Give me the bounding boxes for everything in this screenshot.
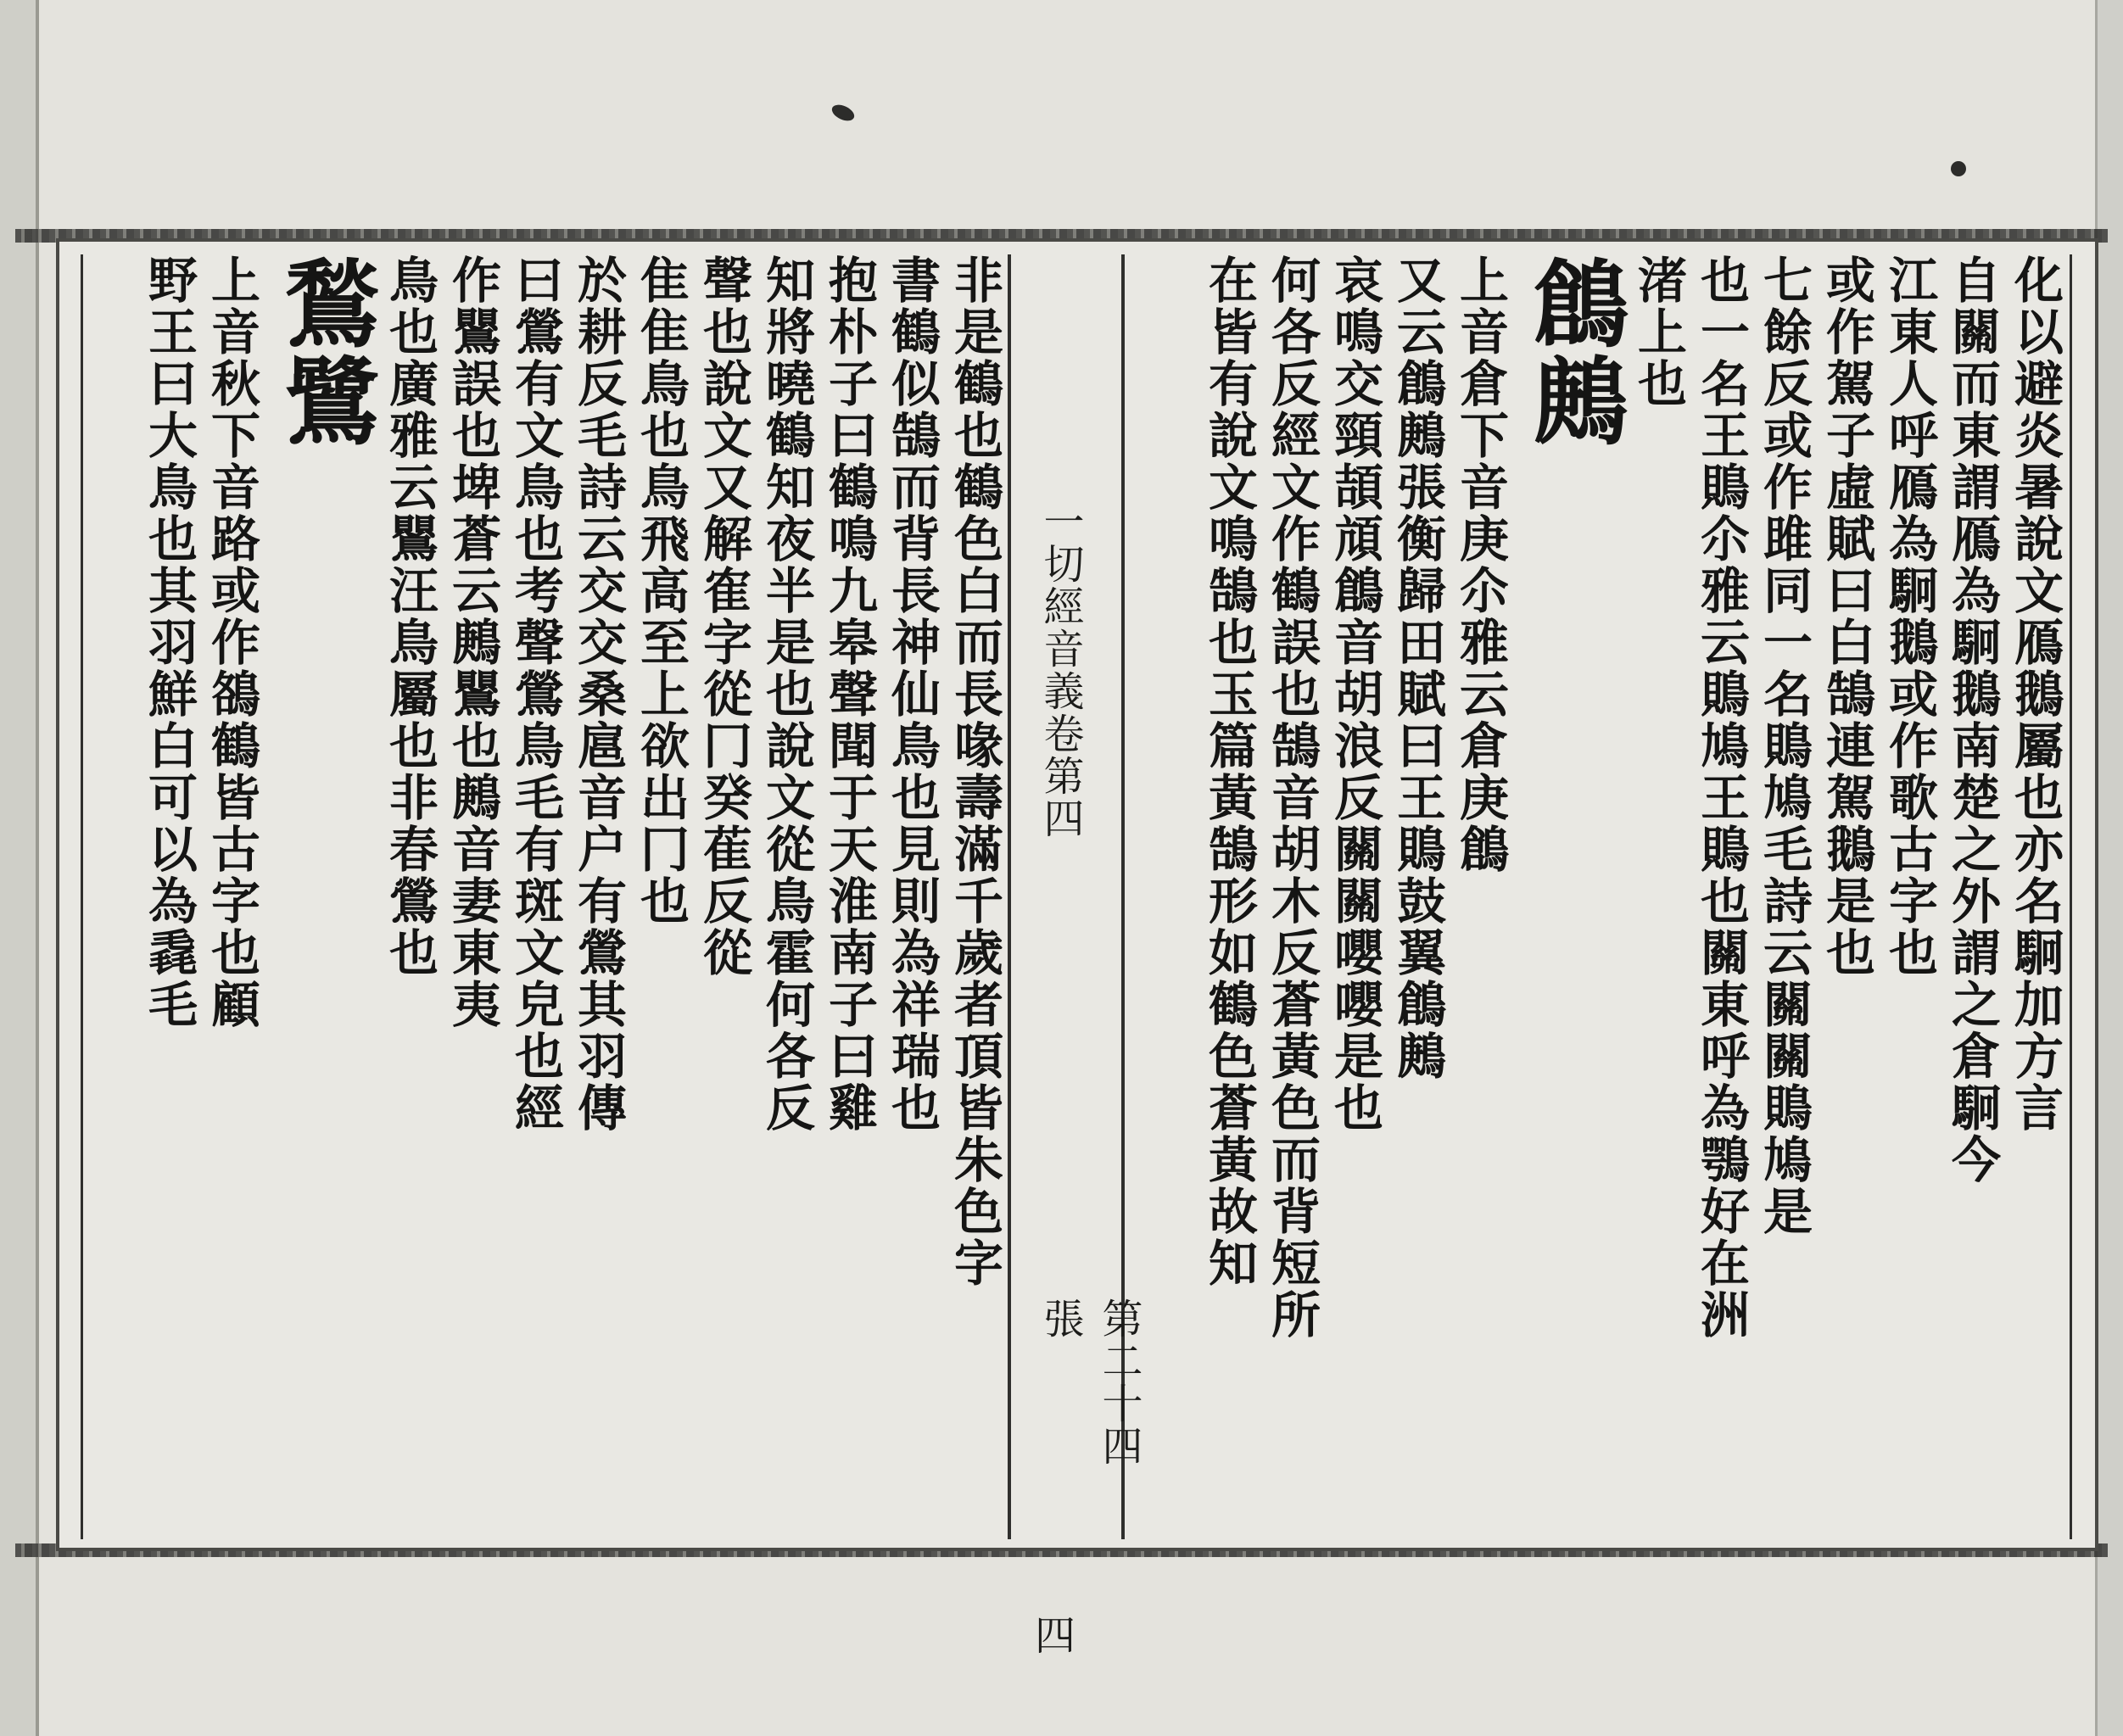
right-spine	[2095, 0, 2123, 1736]
ink-spot	[1951, 161, 1966, 176]
right-column: 又云鶬鶊張衡歸田賦曰王鵙鼓翼鶬鶊	[1388, 254, 1446, 1082]
right-column: 自關而東謂鴈為駉鵝南楚之外謂之倉駉今	[1943, 254, 2001, 1186]
left-page-text	[85, 254, 1001, 1527]
book-title: 一切經音義卷第四	[1036, 500, 1084, 840]
page-label: 第二十四張	[1036, 1298, 1143, 1467]
headword-cangeng: 鶬鶊	[1517, 254, 1629, 449]
right-column: 也一名王鵙尒雅云鵙鳩王鵙也關東呼為鶚好在洲	[1692, 254, 1750, 1341]
right-column: 上音倉下音庚尒雅云倉庚鶬	[1451, 254, 1509, 875]
center-gutter	[1008, 254, 1143, 1660]
top-rule	[15, 229, 2108, 243]
left-column: 聲也說文又解隺字從冂癸萑反從	[695, 254, 752, 979]
headword-qiulu: 鶖鷺	[269, 254, 380, 449]
right-border	[2070, 254, 2072, 1539]
right-column: 江東人呼鴈為駉鵝或作歌古字也	[1880, 254, 1938, 979]
left-column: 抱朴子曰鶴鳴九皋聲聞于天淮南子曰雞	[820, 254, 878, 1134]
binding-edge	[0, 0, 39, 1736]
right-column: 在皆有說文鳴鵠也玉篇黃鵠形如鶴色蒼黃故知	[1200, 254, 1258, 1289]
right-column: 何各反經文作鶴誤也鵠音胡木反蒼黃色而背短所	[1263, 254, 1321, 1341]
left-column: 隹隹鳥也鳥飛高至上欲出冂也	[632, 254, 690, 927]
left-column: 書鶴似鵠而背長神仙鳥也見則為祥瑞也	[883, 254, 941, 1134]
left-border	[81, 254, 83, 1539]
right-column: 化以避炎暑說文鴈鵝屬也亦名駉加方言	[2006, 254, 2064, 1134]
leaf-number: 四	[1035, 1612, 1076, 1660]
right-page-text	[1137, 254, 2064, 1527]
left-column: 作鸎誤也埤蒼云鶊鸎也鶊音妻東夷	[444, 254, 501, 1030]
right-column: 或作駕子虛賦曰白鵠連駕鵝是也	[1818, 254, 1875, 979]
left-column: 曰鶯有文鳥也考聲鶯鳥毛有斑文皃也經	[506, 254, 564, 1134]
left-column: 於耕反毛詩云交交桑扈音户有鶯其羽傳	[569, 254, 627, 1134]
right-column: 渚上也	[1629, 254, 1687, 410]
left-column: 上音秋下音路或作鵅鶴皆古字也顧	[203, 254, 260, 1030]
left-column: 鳥也廣雅云鸎汪鳥屬也非春鶯也	[381, 254, 439, 979]
right-column: 七餘反或作雎同一名鵙鳩毛詩云關關鵙鳩是	[1755, 254, 1813, 1237]
right-column: 哀鳴交頸頡頏鶬音胡浪反關關嚶嚶是也	[1326, 254, 1383, 1134]
left-column: 知將曉鶴知夜半是也說文從鳥霍何各反	[757, 254, 815, 1134]
left-column: 野王曰大鳥也其羽鮮白可以為毳毛	[140, 254, 198, 1030]
left-column: 非是鶴也鶴色白而長喙壽滿千歲者頂皆朱色字	[946, 254, 1003, 1289]
